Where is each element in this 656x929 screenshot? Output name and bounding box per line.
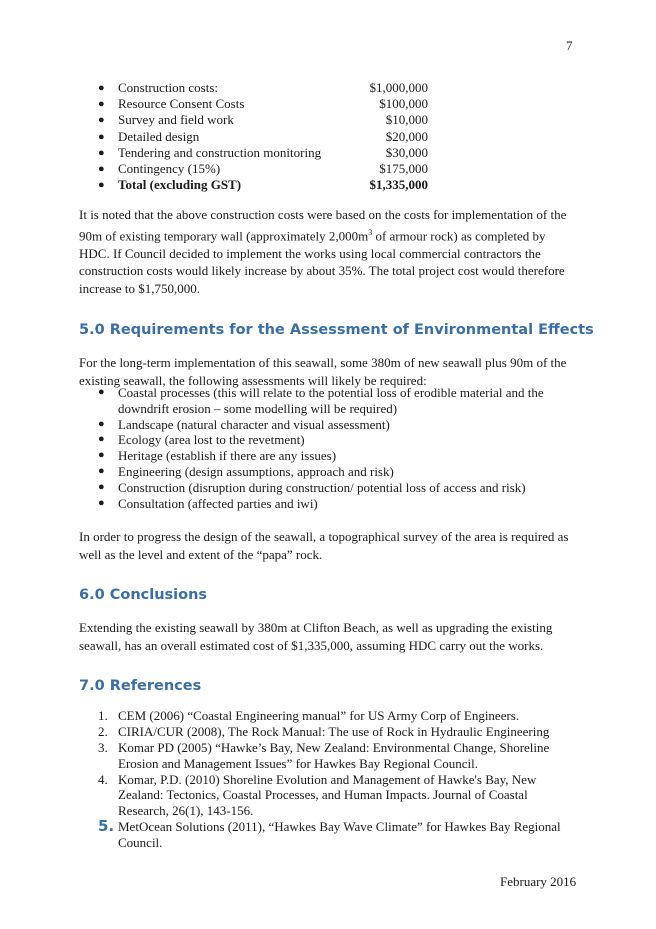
cost-amount: $30,000 (385, 144, 428, 160)
cost-item (98, 161, 428, 177)
cost-label: Total (excluding GST) (118, 177, 242, 193)
section6-text: Extending the existing seawall by 380m at Clifton Beach, as well as upgrading the existing seawall, has an overall estimated cost of $1,335,000, assuming HDC carry out the works. (79, 620, 553, 653)
reference-number: 1. (98, 708, 108, 723)
reference-list (98, 708, 578, 851)
cost-note-superscript: 3 (368, 227, 373, 237)
assessment-text: Ecology (area lost to the revetment) (118, 432, 305, 448)
bullet-icon: ● (98, 496, 105, 509)
list-item (98, 432, 578, 448)
list-item (98, 772, 578, 819)
section5-heading: 5.0 Requirements for the Assessment of Environmental Effects (79, 322, 594, 338)
cost-item (98, 112, 428, 128)
assessment-text: Heritage (establish if there are any issues) (118, 448, 337, 464)
list-item (98, 708, 578, 724)
cost-amount: $1,000,000 (369, 80, 428, 95)
list-item (98, 417, 578, 433)
assessment-text: Construction (disruption during construction/ potential loss of access and risk) (118, 479, 526, 495)
page-number: 7 (566, 38, 573, 53)
reference-number: 5. (98, 817, 115, 836)
bullet-icon: ● (98, 114, 105, 127)
reference-text: CEM (2006) “Coastal Engineering manual” for US Army Corp of Engineers. (118, 708, 520, 723)
cost-amount: $20,000 (385, 128, 428, 144)
bullet-icon: ● (98, 130, 105, 143)
cost-item (98, 145, 428, 161)
assessment-text: Landscape (natural character and visual assessment) (118, 416, 390, 432)
bullet-icon: ● (98, 146, 105, 159)
cost-total (98, 177, 428, 193)
bullet-icon: ● (98, 433, 105, 446)
list-item (98, 385, 578, 417)
list-item (98, 496, 578, 512)
bullet-icon: ● (98, 417, 105, 430)
cost-note-part2: of armour rock) as completed by HDC. If Council decided to implement the works using local commercial contractors the construction costs would likely increase by about 35%. The total project cost would therefore increase to $1,750,000. (79, 227, 565, 296)
list-item (98, 724, 578, 740)
bullet-icon: ● (98, 386, 105, 398)
cost-amount: $100,000 (379, 96, 428, 112)
cost-amount: $1,335,000 (369, 177, 428, 193)
cost-list (98, 80, 428, 193)
cost-amount: $175,000 (379, 160, 428, 176)
bullet-icon: ● (98, 449, 105, 462)
bullet-icon: ● (98, 98, 105, 111)
cost-note-part1: It is noted that the above construction costs were based on the costs for implementation of the 90m of existing temporary wall (approximately 2,000m (79, 207, 567, 243)
cost-note-paragraph (79, 206, 579, 297)
bullet-icon: ● (98, 162, 105, 175)
bullet-icon: ● (98, 464, 105, 477)
cost-label: Construction costs: (118, 80, 219, 95)
bullet-icon: ● (98, 179, 105, 192)
cost-label: Resource Consent Costs (118, 96, 245, 112)
cost-item (98, 80, 428, 96)
footer-date: February 2016 (500, 874, 577, 889)
section5-closing: In order to progress the design of the seawall, a topographical survey of the area is required as well as the level and extent of the “papa” rock. (79, 529, 569, 562)
cost-label: Detailed design (118, 128, 200, 144)
section5-intro: For the long-term implementation of this seawall, some 380m of new seawall plus 90m of the existing seawall, the following assessments will likely be required: (79, 355, 567, 388)
assessment-text: Engineering (design assumptions, approach and risk) (118, 463, 394, 479)
list-item (98, 448, 578, 464)
cost-label: Survey and field work (118, 112, 234, 128)
assessment-list (98, 385, 578, 511)
cost-amount: $10,000 (385, 112, 428, 128)
reference-text: MetOcean Solutions (2011), “Hawkes Bay Wave Climate” for Hawkes Bay Regional Council. (118, 819, 561, 850)
cost-item (98, 129, 428, 145)
bullet-icon: ● (98, 480, 105, 493)
list-item (98, 740, 578, 771)
list-item (98, 819, 578, 850)
assessment-text: Consultation (affected parties and iwi) (118, 495, 318, 511)
section6-heading: 6.0 Conclusions (79, 587, 208, 603)
reference-number: 2. (98, 724, 108, 740)
list-item (98, 464, 578, 480)
reference-text: CIRIA/CUR (2008), The Rock Manual: The use of Rock in Hydraulic Engineering (118, 724, 550, 740)
section7-heading: 7.0 References (79, 678, 202, 694)
reference-number: 3. (98, 740, 108, 756)
assessment-text: Coastal processes (this will relate to the potential loss of erodible material and the downdrift erosion – some modelling will be required) (118, 385, 544, 416)
reference-text: Komar, P.D. (2010) Shoreline Evolution and Management of Hawke's Bay, New Zealand: Tectonics, Coastal Processes, and Human Impacts. Journal of Coastal Research, 26(1), 143-156. (118, 771, 537, 819)
bullet-icon: ● (98, 82, 105, 94)
list-item (98, 480, 578, 496)
reference-number: 4. (98, 771, 108, 787)
reference-text: Komar PD (2005) “Hawke’s Bay, New Zealand: Environmental Change, Shoreline Erosion and Management Issues” for Hawkes Bay Regional Council. (118, 740, 550, 771)
cost-label: Contingency (15%) (118, 160, 221, 176)
cost-label: Tendering and construction monitoring (118, 144, 322, 160)
cost-item (98, 96, 428, 112)
